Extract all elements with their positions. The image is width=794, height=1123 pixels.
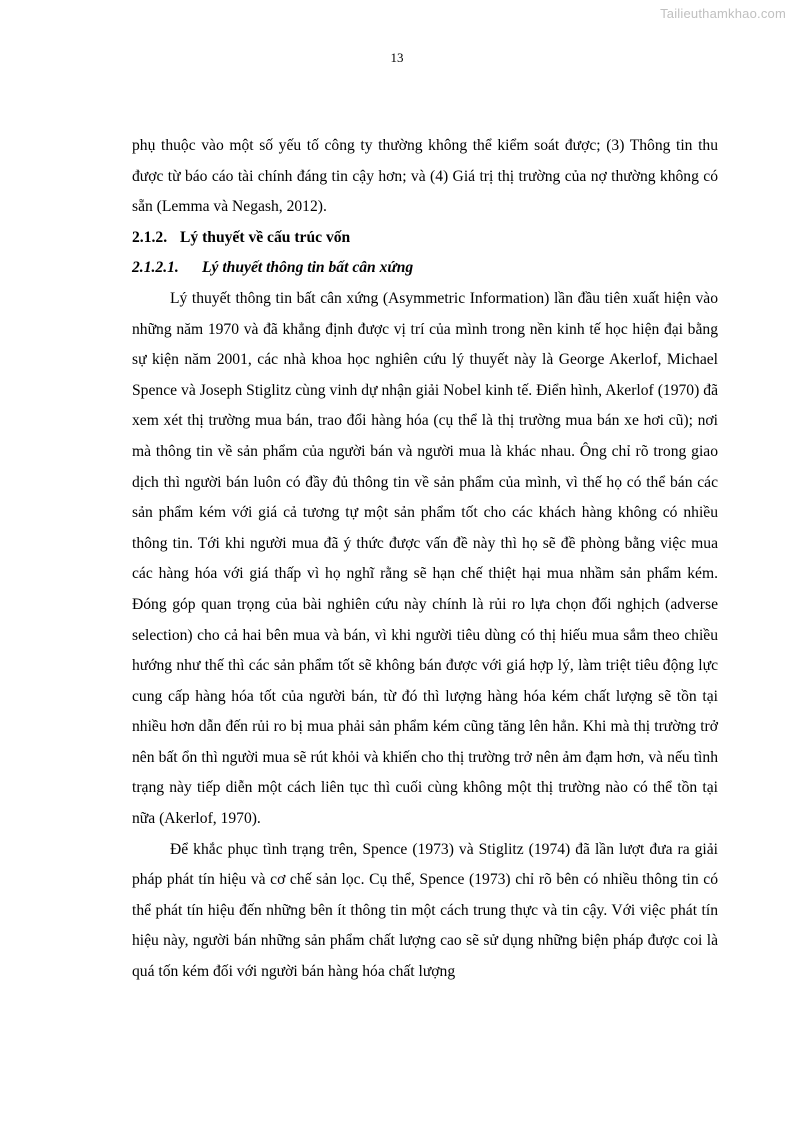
watermark: Tailieuthamkhao.com — [660, 6, 786, 21]
document-body — [132, 131, 718, 988]
subsection-number: 2.1.2.1. — [132, 259, 179, 277]
subsection-title: Lý thuyết thông tin bất cân xứng — [202, 259, 414, 277]
paragraph: Lý thuyết thông tin bất cân xứng (Asymmetric Information) lần đầu tiên xuất hiện vào những năm 1970 và đã khẳng định được vị trí của mình trong nền kinh tế học hiện đại bằng sự kiện năm 2001, các nhà khoa học nghiên cứu lý thuyết này là George Akerlof, Michael Spence và Joseph Stiglitz cùng vinh dự nhận giải Nobel kinh tế. Điển hình, Akerlof (1970) đã xem xét thị trường mua bán, trao đổi hàng hóa (cụ thể là thị trường mua bán xe hơi cũ); nơi mà thông tin về sản phẩm của người bán và người mua là khác nhau. Ông chỉ rõ trong giao dịch thì người bán luôn có đầy đủ thông tin về sản phẩm của mình, vì thế họ có thể bán các sản phẩm kém với giá cả tương tự một sản phẩm tốt cho các khách hàng không có nhiều thông tin. Tới khi người mua đã ý thức được vấn đề này thì họ sẽ đề phòng bằng việc mua các hàng hóa với giá thấp vì họ nghĩ rằng sẽ hạn chế thiệt hại mua nhầm sản phẩm kém. Đóng góp quan trọng của bài nghiên cứu này chính là rủi ro lựa chọn đối nghịch (adverse selection) cho cả hai bên mua và bán, vì khi người tiêu dùng có thị hiếu mua sắm theo chiều hướng như thế thì các sản phẩm tốt sẽ không bán được với giá hợp lý, làm triệt tiêu động lực cung cấp hàng hóa tốt của người bán, từ đó thì lượng hàng hóa kém chất lượng sẽ tồn tại nhiều hơn dẫn đến rủi ro bị mua phải sản phẩm kém cũng tăng lên hẳn. Khi mà thị trường trở nên bất ổn thì người mua sẽ rút khỏi và khiến cho thị trường trở nên ảm đạm hơn, và nếu tình trạng này tiếp diễn một cách liên tục thì cuối cùng không một thị trường nào có thể tồn tại nữa (Akerlof, 1970). — [132, 289, 718, 828]
subsection-heading — [132, 253, 718, 284]
section-heading — [132, 223, 718, 254]
paragraph: Để khắc phục tình trạng trên, Spence (1973) và Stiglitz (1974) đã lần lượt đưa ra giải pháp phát tín hiệu và cơ chế sản lọc. Cụ thể, Spence (1973) chỉ rõ bên có nhiều thông tin có thể phát tín hiệu đến những bên ít thông tin một cách trung thực và tin cậy. Với việc phát tín hiệu này, người bán những sản phẩm chất lượng cao sẽ sử dụng những biện pháp được coi là quá tốn kém đối với người bán hàng hóa chất lượng — [132, 840, 718, 981]
section-title: Lý thuyết về cấu trúc vốn — [180, 228, 351, 246]
page-number: 13 — [390, 50, 404, 65]
paragraph-continued: phụ thuộc vào một số yếu tố công ty thường không thể kiểm soát được; (3) Thông tin thu được từ báo cáo tài chính đáng tin cậy hơn; và (4) Giá trị thị trường của nợ thường không có sẵn (Lemma và Negash, 2012). — [132, 137, 718, 216]
section-number: 2.1.2. — [132, 228, 168, 246]
